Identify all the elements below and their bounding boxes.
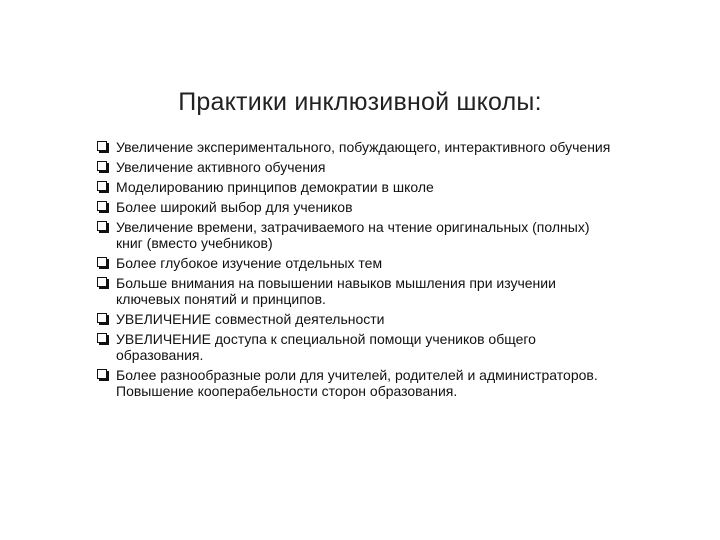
checkbox-square-icon [97,181,107,191]
slide-title: Практики инклюзивной школы: [178,88,542,116]
list-item-text: УВЕЛИЧЕНИЕ доступа к специальной помощи учеников общего образования. [116,331,536,363]
list-item-text: Больше внимания на повышении навыков мышления при изучении ключевых понятий и принципов. [116,275,556,307]
list-item [96,139,616,155]
checkbox-square-icon [97,201,107,211]
checkbox-square-icon [97,161,107,171]
list-item [96,199,616,215]
list-item [96,275,616,307]
list-item-text: Моделированию принципов демократии в школе [116,179,434,195]
checkbox-square-icon [97,313,107,323]
checkbox-square-icon [97,221,107,231]
list-item [96,311,616,327]
list-item [96,255,616,271]
list-item-text: Более разнообразные роли для учителей, родителей и администраторов. Повышение кооперабельности сторон образования. [116,367,598,399]
list-item [96,179,616,195]
list-item [96,367,616,399]
list-item-text: Увеличение экспериментального, побуждающего, интерактивного обучения [116,139,611,155]
list-item-text: Увеличение времени, затрачиваемого на чтение оригинальных (полных) книг (вместо учебников) [116,219,590,251]
checkbox-square-icon [97,141,107,151]
checkbox-square-icon [97,333,107,343]
list-item [96,219,616,251]
checkbox-square-icon [97,257,107,267]
list-item [96,331,616,363]
checkbox-square-icon [97,369,107,379]
list-item-text: Более широкий выбор для учеников [116,199,353,215]
checkbox-square-icon [97,277,107,287]
list-item-text: Увеличение активного обучения [116,159,326,175]
list-item-text: Более глубокое изучение отдельных тем [116,255,383,271]
bullet-list [96,139,616,403]
list-item-text: УВЕЛИЧЕНИЕ совместной деятельности [116,311,385,327]
list-item [96,159,616,175]
